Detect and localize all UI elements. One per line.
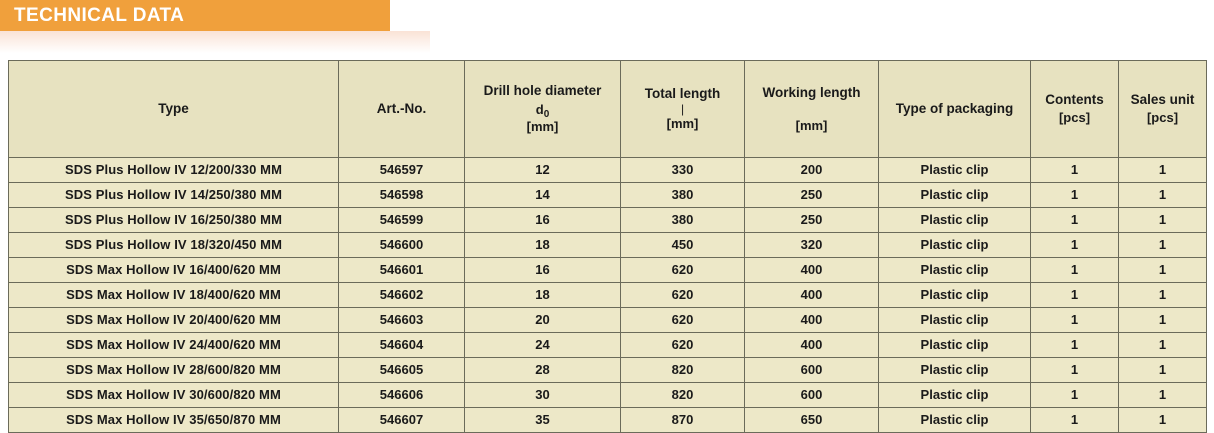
- table-row: [9, 358, 1207, 383]
- column-header-total-length: [621, 61, 745, 158]
- column-header-drill-symbol: $d_0$: [535, 101, 550, 120]
- cell-packaging: Plastic clip: [879, 183, 1031, 208]
- cell-type: SDS Plus Hollow IV 14/250/380 MM: [9, 183, 339, 208]
- cell-type: SDS Max Hollow IV 24/400/620 MM: [9, 333, 339, 358]
- table-row: [9, 383, 1207, 408]
- column-header-drill-unit: [mm]: [526, 119, 559, 135]
- table-body: [9, 158, 1207, 433]
- cell-drill-hole-diameter: 24: [465, 333, 621, 358]
- cell-working-length: 400: [745, 333, 879, 358]
- table-row: [9, 308, 1207, 333]
- cell-sales-unit: 1: [1119, 258, 1207, 283]
- table-row: [9, 208, 1207, 233]
- table-row: [9, 258, 1207, 283]
- cell-sales-unit: 1: [1119, 408, 1207, 433]
- cell-total-length: 620: [621, 308, 745, 333]
- cell-packaging: Plastic clip: [879, 283, 1031, 308]
- table-row: [9, 408, 1207, 433]
- column-header-total-length-bar: |: [680, 102, 685, 117]
- cell-sales-unit: 1: [1119, 333, 1207, 358]
- cell-total-length: 450: [621, 233, 745, 258]
- section-banner: [0, 0, 390, 31]
- cell-type: SDS Max Hollow IV 18/400/620 MM: [9, 283, 339, 308]
- page-title: TECHNICAL DATA: [14, 4, 185, 26]
- column-header-sales-unit-unit: [pcs]: [1146, 110, 1179, 126]
- cell-drill-hole-diameter: 14: [465, 183, 621, 208]
- cell-working-length: 250: [745, 208, 879, 233]
- cell-packaging: Plastic clip: [879, 158, 1031, 183]
- cell-contents: 1: [1031, 183, 1119, 208]
- cell-working-length: 650: [745, 408, 879, 433]
- cell-total-length: 380: [621, 183, 745, 208]
- column-header-working-length: [745, 61, 879, 158]
- cell-packaging: Plastic clip: [879, 383, 1031, 408]
- table-header: [9, 61, 1207, 158]
- cell-drill-hole-diameter: 18: [465, 233, 621, 258]
- cell-packaging: Plastic clip: [879, 258, 1031, 283]
- cell-packaging: Plastic clip: [879, 233, 1031, 258]
- cell-art-no: 546605: [339, 358, 465, 383]
- cell-type: SDS Plus Hollow IV 16/250/380 MM: [9, 208, 339, 233]
- column-header-sales-unit-label: Sales unit: [1130, 92, 1195, 108]
- column-header-working-length-label: Working length: [762, 84, 861, 100]
- cell-contents: 1: [1031, 358, 1119, 383]
- column-header-art-no-label: Art.-No.: [376, 100, 427, 116]
- cell-total-length: 620: [621, 258, 745, 283]
- cell-art-no: 546599: [339, 208, 465, 233]
- cell-contents: 1: [1031, 333, 1119, 358]
- cell-art-no: 546603: [339, 308, 465, 333]
- cell-sales-unit: 1: [1119, 308, 1207, 333]
- table-row: [9, 333, 1207, 358]
- table-header-row: [9, 61, 1207, 158]
- cell-art-no: 546597: [339, 158, 465, 183]
- cell-art-no: 546601: [339, 258, 465, 283]
- column-header-type-label: Type: [158, 100, 189, 116]
- cell-contents: 1: [1031, 258, 1119, 283]
- table-row: [9, 283, 1207, 308]
- cell-type: SDS Plus Hollow IV 12/200/330 MM: [9, 158, 339, 183]
- cell-art-no: 546600: [339, 233, 465, 258]
- cell-packaging: Plastic clip: [879, 358, 1031, 383]
- cell-sales-unit: 1: [1119, 158, 1207, 183]
- column-header-drill-hole-diameter: [465, 61, 621, 158]
- cell-total-length: 330: [621, 158, 745, 183]
- cell-drill-hole-diameter: 30: [465, 383, 621, 408]
- cell-type: SDS Max Hollow IV 16/400/620 MM: [9, 258, 339, 283]
- column-header-total-length-unit: [mm]: [666, 116, 699, 132]
- column-header-working-length-unit: [mm]: [795, 117, 828, 133]
- cell-art-no: 546598: [339, 183, 465, 208]
- cell-total-length: 620: [621, 283, 745, 308]
- cell-sales-unit: 1: [1119, 383, 1207, 408]
- cell-type: SDS Max Hollow IV 20/400/620 MM: [9, 308, 339, 333]
- cell-type: SDS Max Hollow IV 28/600/820 MM: [9, 358, 339, 383]
- cell-type: SDS Max Hollow IV 30/600/820 MM: [9, 383, 339, 408]
- cell-total-length: 820: [621, 358, 745, 383]
- cell-contents: 1: [1031, 408, 1119, 433]
- technical-data-table-wrapper: [8, 60, 1206, 433]
- column-header-contents: [1031, 61, 1119, 158]
- cell-total-length: 620: [621, 333, 745, 358]
- cell-sales-unit: 1: [1119, 283, 1207, 308]
- cell-drill-hole-diameter: 16: [465, 258, 621, 283]
- cell-contents: 1: [1031, 283, 1119, 308]
- cell-sales-unit: 1: [1119, 358, 1207, 383]
- cell-type: SDS Max Hollow IV 35/650/870 MM: [9, 408, 339, 433]
- cell-sales-unit: 1: [1119, 183, 1207, 208]
- cell-contents: 1: [1031, 233, 1119, 258]
- cell-packaging: Plastic clip: [879, 208, 1031, 233]
- column-header-working-length-spacer: [747, 102, 876, 117]
- column-header-total-length-label: Total length: [644, 86, 721, 102]
- table-row: [9, 233, 1207, 258]
- cell-drill-hole-diameter: 20: [465, 308, 621, 333]
- column-header-contents-label: Contents: [1045, 92, 1104, 108]
- cell-contents: 1: [1031, 158, 1119, 183]
- cell-working-length: 320: [745, 233, 879, 258]
- cell-drill-hole-diameter: 16: [465, 208, 621, 233]
- table-row: [9, 158, 1207, 183]
- technical-data-table: [8, 60, 1207, 433]
- column-header-packaging-label: Type of packaging: [895, 100, 1014, 116]
- cell-drill-hole-diameter: 28: [465, 358, 621, 383]
- cell-drill-hole-diameter: 35: [465, 408, 621, 433]
- cell-working-length: 400: [745, 258, 879, 283]
- banner-gradient-decoration: [0, 31, 430, 53]
- cell-contents: 1: [1031, 208, 1119, 233]
- cell-art-no: 546607: [339, 408, 465, 433]
- cell-working-length: 600: [745, 358, 879, 383]
- cell-packaging: Plastic clip: [879, 408, 1031, 433]
- cell-art-no: 546602: [339, 283, 465, 308]
- cell-total-length: 820: [621, 383, 745, 408]
- cell-total-length: 870: [621, 408, 745, 433]
- table-row: [9, 183, 1207, 208]
- column-header-type: [9, 61, 339, 158]
- column-header-type-of-packaging: [879, 61, 1031, 158]
- column-header-contents-unit: [pcs]: [1058, 110, 1091, 126]
- cell-working-length: 600: [745, 383, 879, 408]
- cell-contents: 1: [1031, 383, 1119, 408]
- cell-art-no: 546606: [339, 383, 465, 408]
- cell-sales-unit: 1: [1119, 233, 1207, 258]
- column-header-art-no: [339, 61, 465, 158]
- cell-art-no: 546604: [339, 333, 465, 358]
- cell-contents: 1: [1031, 308, 1119, 333]
- cell-working-length: 400: [745, 283, 879, 308]
- cell-packaging: Plastic clip: [879, 308, 1031, 333]
- cell-drill-hole-diameter: 12: [465, 158, 621, 183]
- column-header-sales-unit: [1119, 61, 1207, 158]
- cell-working-length: 200: [745, 158, 879, 183]
- cell-drill-hole-diameter: 18: [465, 283, 621, 308]
- cell-type: SDS Plus Hollow IV 18/320/450 MM: [9, 233, 339, 258]
- column-header-drill-label: Drill hole diameter: [483, 83, 602, 99]
- cell-working-length: 250: [745, 183, 879, 208]
- cell-working-length: 400: [745, 308, 879, 333]
- cell-packaging: Plastic clip: [879, 333, 1031, 358]
- cell-total-length: 380: [621, 208, 745, 233]
- cell-sales-unit: 1: [1119, 208, 1207, 233]
